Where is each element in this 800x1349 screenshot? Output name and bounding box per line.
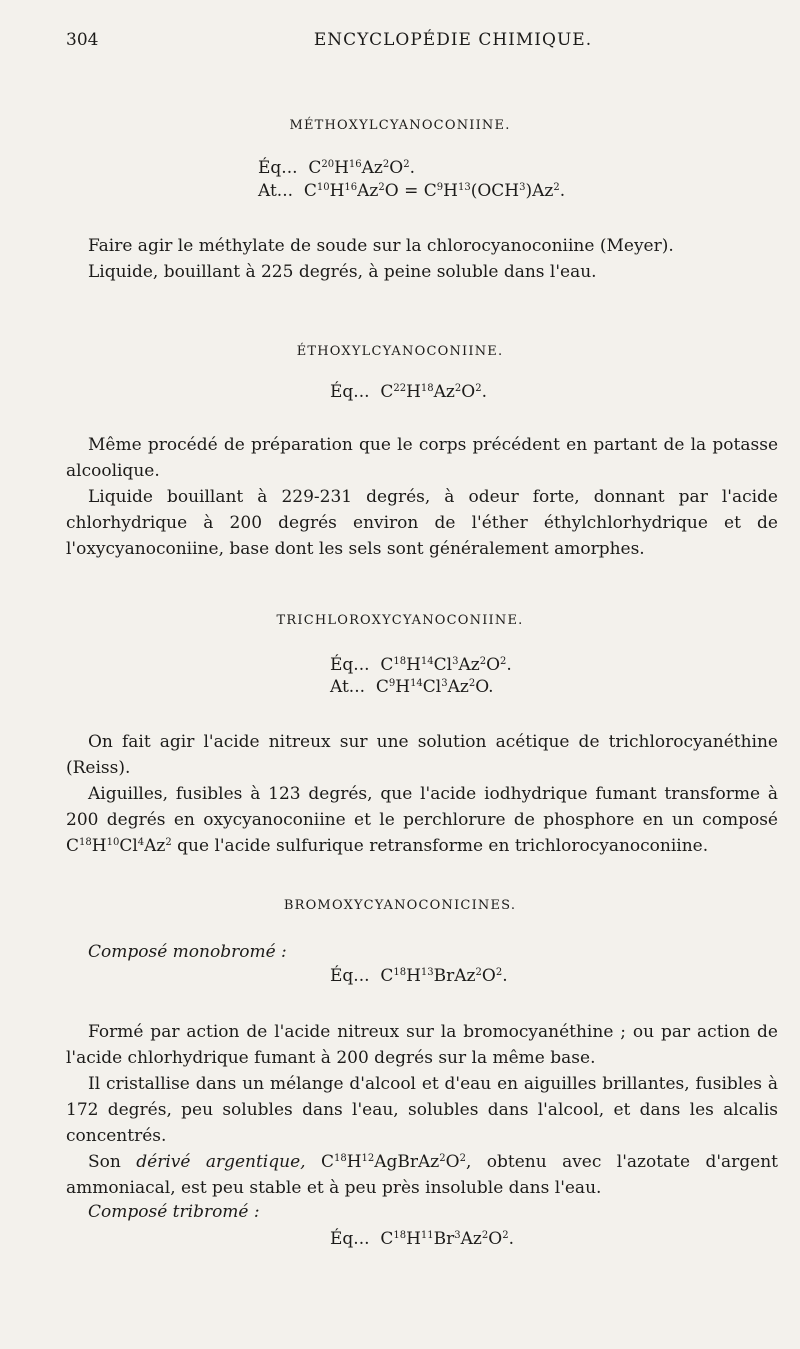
- section-title-trichlor: TRICHLOROXYCYANOCONIINE.: [276, 613, 524, 628]
- paragraph-bromo-1: Formé par action de l'acide nitreux sur la bromocyanéthine ; ou par action de l'acide chlorhydrique fumant à 200 degrés sur la même base.: [66, 1022, 778, 1068]
- formula-at-methoxyl: At... $C^{10}H^{16}Az^2O = C^9H^{13}(OCH^3)Az^2$.: [258, 181, 566, 201]
- paragraph-methoxyl-2: Liquide, bouillant à 225 degrés, à peine soluble dans l'eau.: [88, 262, 597, 282]
- page-number: 304: [66, 30, 99, 50]
- label-monobrome: Composé monobromé :: [88, 942, 287, 962]
- section-title-bromo: BROMOXYCYANOCONICINES.: [283, 898, 517, 913]
- formula-eq-tribrome: Éq... $C^{18}H^{11}Br^3Az^2O^2$.: [330, 1229, 514, 1249]
- label-tribrome: Composé tribromé :: [88, 1202, 260, 1222]
- paragraph-bromo-3: Son dérivé argentique, $C^{18}H^{12}AgBrAz^2O^2$, obtenu avec l'azotate d'argent ammoniacal, est peu stable et à peu près insoluble dans l'eau.: [66, 1152, 779, 1198]
- paragraph-methoxyl-1: Faire agir le méthylate de soude sur la chlorocyanoconiine (Meyer).: [88, 236, 674, 256]
- paragraph-ethoxyl-2: Liquide bouillant à 229-231 degrés, à odeur forte, donnant par l'acide chlorhydrique à 200 degrés environ de l'éther éthylchlorhydrique et de l'oxycyanoconiine, base dont les sels sont généralement amorphes.: [66, 487, 778, 559]
- section-title-methoxyl: MÉTHOXYLCYANOCONIINE.: [289, 118, 511, 133]
- paragraph-trichlor-1: On fait agir l'acide nitreux sur une solution acétique de trichlorocyanéthine (Reiss).: [66, 732, 778, 778]
- paragraph-ethoxyl-1: Même procédé de préparation que le corps précédent en partant de la potasse alcoolique.: [66, 435, 778, 481]
- formula-at-trichlor: At... $C^9H^{14}Cl^3Az^2O$.: [330, 677, 494, 697]
- paragraph-trichlor-2: Aiguilles, fusibles à 123 degrés, que l'acide iodhydrique fumant transforme à 200 degrés en oxycyanoconiine et le perchlorure de phosphore en un composé $C^{18}H^{10}Cl^4Az^2$ que l'acide sulfurique retransforme en trichlorocyanoconiine.: [66, 784, 778, 856]
- section-title-ethoxyl: ÉTHOXYLCYANOCONIINE.: [296, 344, 504, 359]
- italic-derive-argentique: dérivé argentique,: [136, 1152, 306, 1172]
- formula-eq-methoxyl: Éq... $C^{20}H^{16}Az^2O^2$.: [258, 158, 415, 178]
- paragraph-bromo-2: Il cristallise dans un mélange d'alcool et d'eau en aiguilles brillantes, fusibles à 172 degrés, peu solubles dans l'eau, solubles dans l'alcool, et dans les alcalis concentrés.: [66, 1074, 778, 1146]
- page-header: [66, 30, 780, 56]
- running-title: ENCYCLOPÉDIE CHIMIQUE.: [313, 30, 593, 50]
- formula-eq-monobrome: Éq... $C^{18}H^{13}BrAz^2O^2$.: [330, 966, 508, 986]
- formula-eq-trichlor: Éq... $C^{18}H^{14}Cl^3Az^2O^2$.: [330, 655, 512, 675]
- formula-eq-ethoxyl: Éq... $C^{22}H^{18}Az^2O^2$.: [330, 382, 487, 402]
